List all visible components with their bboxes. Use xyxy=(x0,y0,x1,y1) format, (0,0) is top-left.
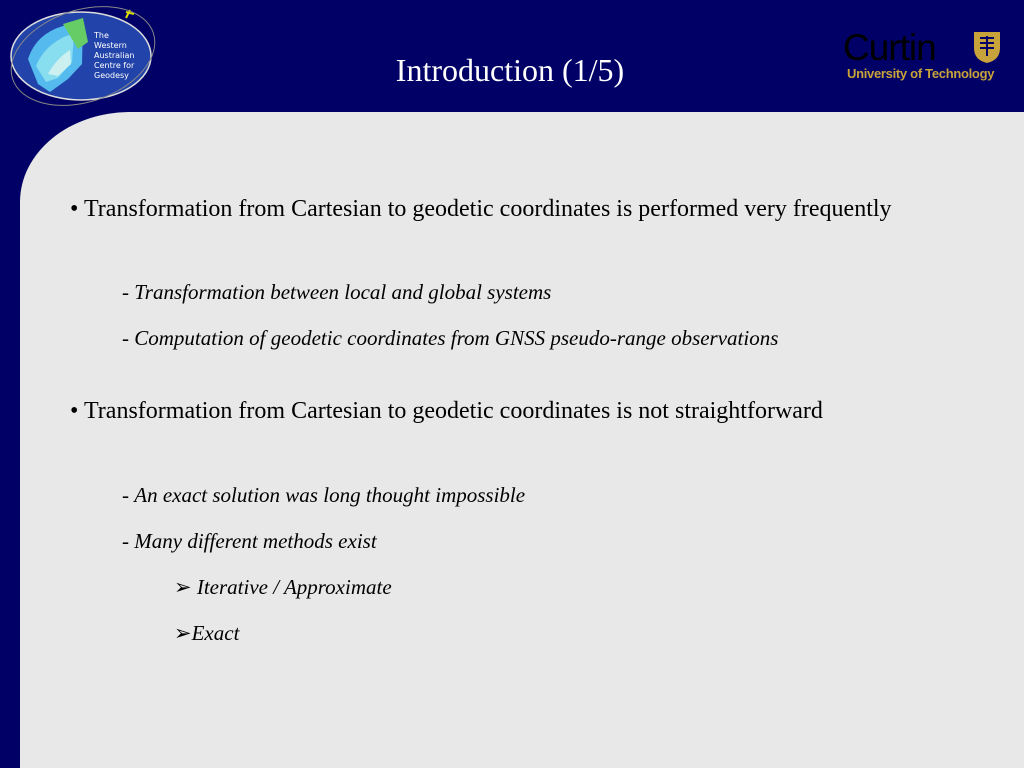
wacg-line-5: Geodesy xyxy=(94,71,129,80)
bullet-1 xyxy=(70,192,950,226)
curtin-crest-icon xyxy=(972,30,1002,64)
slide-title: Introduction (1/5) xyxy=(395,52,625,88)
subitem-dash: - xyxy=(122,529,129,553)
arrow-bullet-icon: ➢ xyxy=(174,575,192,599)
subsubitem-text: Exact xyxy=(191,621,240,645)
curtin-subtitle: University of Technology xyxy=(847,66,995,81)
bullet-1-text: Transformation from Cartesian to geodetic coordinates is performed very frequently xyxy=(83,196,892,222)
arrow-bullet-icon: ➢ xyxy=(174,621,192,645)
wacg-logo xyxy=(8,4,158,106)
wacg-line-3: Australian xyxy=(94,51,135,60)
bullet-2-text: Transformation from Cartesian to geodetic coordinates is not straightforward xyxy=(83,398,823,424)
wacg-line-4: Centre for xyxy=(94,61,135,70)
bullet-2 xyxy=(70,394,950,428)
subitem-text: Many different methods exist xyxy=(134,529,377,553)
subitem-dash: - xyxy=(122,326,129,350)
subitem-text: An exact solution was long thought impossible xyxy=(134,483,526,507)
bullet-2-subsubitem-2 xyxy=(174,620,239,646)
bullet-1-subitem-1 xyxy=(122,279,962,305)
curtin-logo xyxy=(843,28,1003,84)
subitem-text: Transformation between local and global systems xyxy=(134,280,552,304)
wacg-logo-text xyxy=(94,31,134,81)
subitem-text: Computation of geodetic coordinates from GNSS pseudo-range observations xyxy=(134,326,779,350)
subitem-dash: - xyxy=(122,280,129,304)
wacg-line-1: The xyxy=(94,31,109,40)
wacg-globe-icon xyxy=(8,4,158,106)
bullet-2-subitem-2 xyxy=(122,528,962,554)
subitem-dash: - xyxy=(122,483,129,507)
bullet-2-marker: • xyxy=(70,398,79,424)
bullet-1-subitem-2 xyxy=(122,325,962,351)
bullet-1-marker: • xyxy=(70,196,79,222)
bullet-2-subsubitem-1 xyxy=(174,574,392,600)
curtin-wordmark: Curtin xyxy=(843,27,936,68)
bullet-2-subitem-1 xyxy=(122,482,962,508)
subsubitem-text: Iterative / Approximate xyxy=(191,575,392,599)
wacg-line-2: Western xyxy=(94,41,127,50)
